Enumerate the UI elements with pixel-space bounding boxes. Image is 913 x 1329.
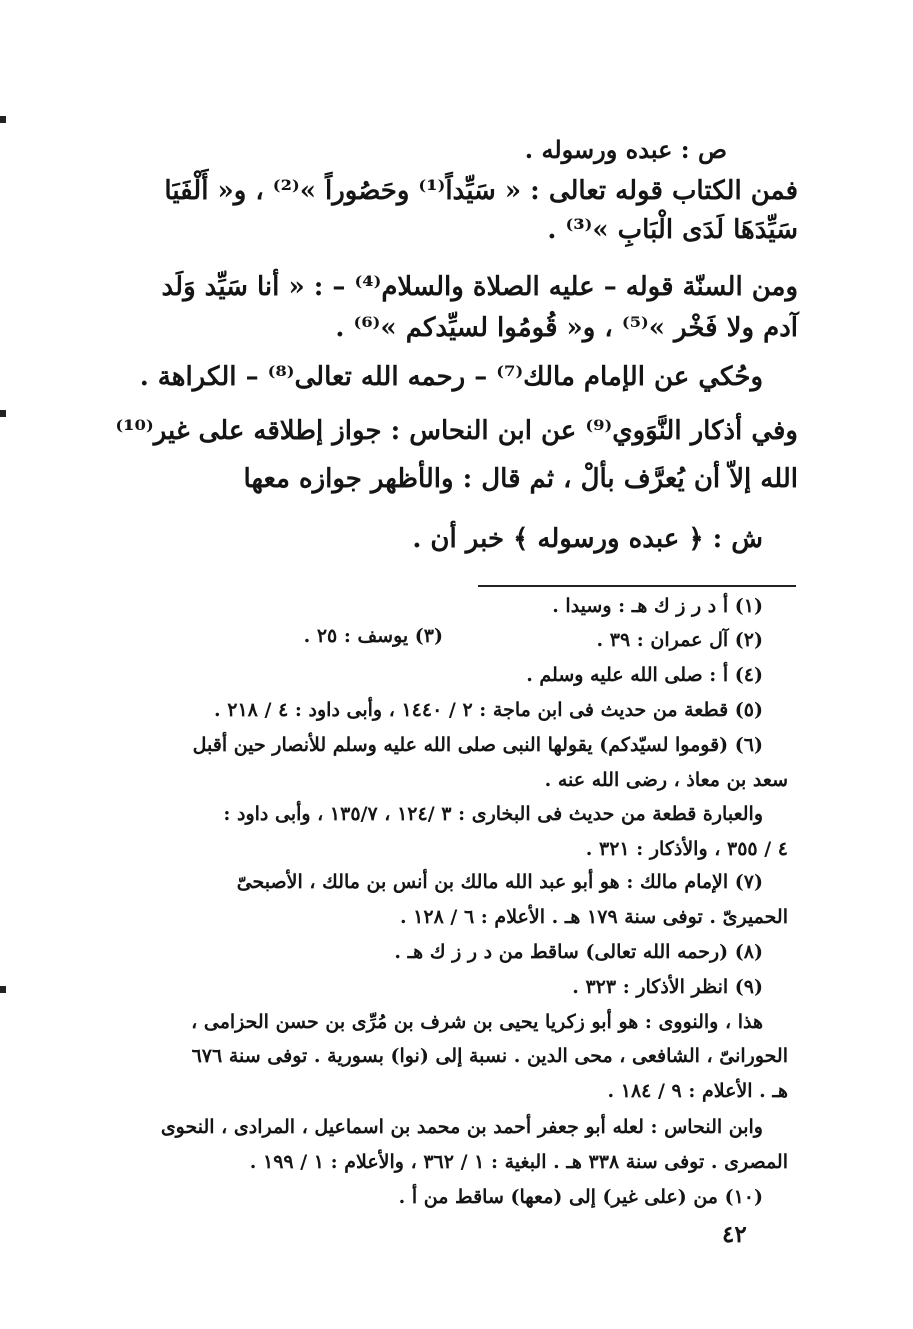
- main-text-line: ش : ﴿ عبده ورسوله ﴾ خبر أن .: [412, 524, 763, 554]
- footnote: هـ . الأعلام : ٩ / ١٨٤ .: [607, 1080, 788, 1102]
- footnote: الحورانىّ ، الشافعى ، محى الدين . نسبة إلى (نوا) بسورية . توفى سنة ٦٧٦: [191, 1045, 788, 1067]
- footnote: (١٠) من (على غير) إلى (معها) ساقط من أ .: [398, 1186, 763, 1208]
- page-number: ٤٢: [722, 1221, 747, 1248]
- main-text-line: وفي أذكار النَّوَوي⁽⁹⁾ عن ابن النحاس : جواز إطلاقه على غير⁽¹⁰⁾: [115, 416, 798, 446]
- main-text-line: وحُكي عن الإمام مالك⁽⁷⁾ – رحمه الله تعالى⁽⁸⁾ – الكراهة .: [139, 362, 763, 392]
- main-text-line: ص : عبده ورسوله .: [524, 135, 727, 164]
- footnote: (١) أ د ر ز ك هـ : وسيدا .: [552, 595, 763, 617]
- footnote: الحميرىّ . توفى سنة ١٧٩ هـ . الأعلام : ٦ / ١٢٨ .: [399, 906, 788, 928]
- main-text-line: فمن الكتاب قوله تعالى : « سَيِّداً⁽¹⁾ وحَصُوراً »⁽²⁾ ، و« أَلْفَيَا: [164, 176, 798, 206]
- footnote: (٤) أ : صلى الله عليه وسلم .: [526, 664, 763, 686]
- main-text-line: سَيِّدَهَا لَدَى الْبَابِ »⁽³⁾ .: [547, 215, 798, 245]
- footnote: (٣) يوسف : ٢٥ .: [303, 625, 443, 647]
- footnote: (٥) قطعة من حديث فى ابن ماجة : ٢ / ١٤٤٠ ، وأبى داود : ٤ / ٢١٨ .: [214, 699, 763, 721]
- footnote: (٩) انظر الأذكار : ٣٢٣ .: [572, 976, 763, 998]
- scan-edge-mark: [0, 986, 6, 993]
- footnote: والعبارة قطعة من حديث فى البخارى : ٣ /١٢٤ ، ١٣٥/٧ ، وأبى داود :: [223, 803, 763, 825]
- scan-edge-mark: [0, 410, 6, 417]
- footnote: (٦) (قوموا لسيّدكم) يقولها النبى صلى الله عليه وسلم للأنصار حين أقبل: [192, 734, 763, 756]
- main-text-line: ومن السنّة قوله – عليه الصلاة والسلام⁽⁴⁾ – : « أنا سَيِّد وَلَد: [161, 272, 798, 302]
- footnote: (٧) الإمام مالك : هو أبو عبد الله مالك بن أنس بن مالك ، الأصبحىّ: [236, 871, 763, 893]
- footnote: (٨) (رحمه الله تعالى) ساقط من د ر ز ك هـ .: [394, 941, 763, 963]
- main-text-line: الله إلاّ أن يُعرَّف بألْ ، ثم قال : والأظهر جوازه معها: [243, 464, 798, 494]
- footnote: (٢) آل عمران : ٣٩ .: [596, 629, 763, 651]
- main-text-line: آدم ولا فَخْر »⁽⁵⁾ ، و« قُومُوا لسيِّدكم »⁽⁶⁾ .: [335, 313, 798, 343]
- footnote: سعد بن معاذ ، رضى الله عنه .: [544, 769, 788, 791]
- footnote: ٤ / ٣٥٥ ، والأذكار : ٣٢١ .: [585, 838, 788, 860]
- footnote: هذا ، والنووى : هو أبو زكريا يحيى بن شرف بن مُرِّى بن حسن الحزامى ،: [191, 1011, 763, 1033]
- scan-edge-mark: [0, 116, 6, 123]
- footnote-separator: [478, 585, 796, 587]
- footnote: وابن النحاس : لعله أبو جعفر أحمد بن محمد بن اسماعيل ، المرادى ، النحوى: [160, 1116, 763, 1138]
- footnote: المصرى . توفى سنة ٣٣٨ هـ . البغية : ١ / ٣٦٢ ، والأعلام : ١ / ١٩٩ .: [249, 1151, 788, 1173]
